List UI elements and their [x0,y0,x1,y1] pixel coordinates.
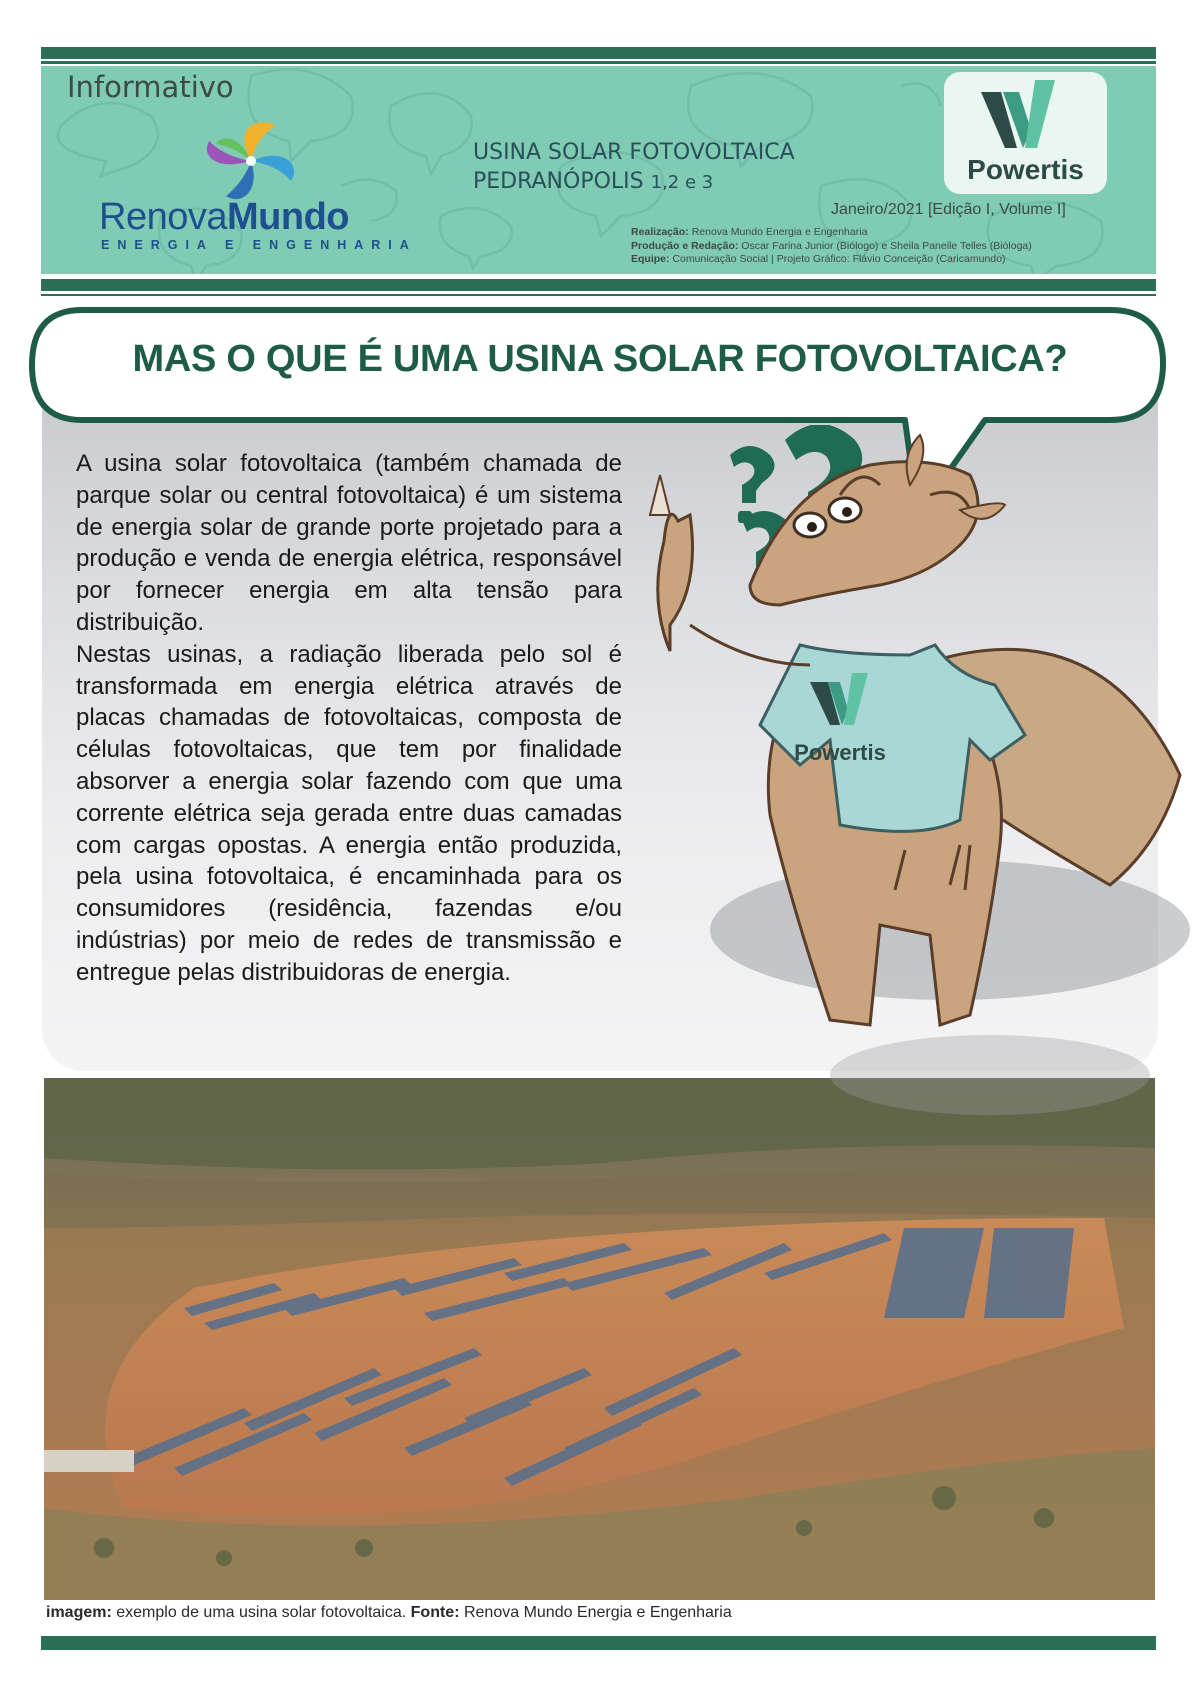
credit-row: Produção e Redação: Oscar Farina Junior (Biólogo) e Sheila Panelle Telles (Bióloga) [631,239,1032,252]
renova-mundo-wordmark: RenovaMundo [99,196,349,238]
credit-row: Equipe: Comunicação Social | Projeto Gráfico: Flávio Conceição (Caricamundo) [631,253,1006,265]
article-paragraph-1: A usina solar fotovoltaica (também chamada de parque solar ou central fotovoltaica) é um sistema de energia solar de grande porte projetado para a produção e venda de energia elétrica, responsável por fornecer energia em alta tensão para distribuição. [76,450,622,636]
bottom-stripe [41,1636,1156,1650]
credit-row: Realização: Renova Mundo Energia e Engenharia [631,226,868,238]
renova-mundo-tagline: ENERGIA E ENGENHARIA [101,238,417,252]
solar-plant-aerial-photo [44,1078,1155,1600]
question-title: MAS O QUE É UMA USINA SOLAR FOTOVOLTAICA? [132,338,1068,380]
photo-caption: imagem: exemplo de uma usina solar fotovoltaica. Fonte: Renova Mundo Energia e Engenharia [46,1604,732,1621]
edition-info: Janeiro/2021 [Edição I, Volume I] [831,201,1066,218]
mascot-shirt-text: Powertis [794,740,886,765]
article-body [76,448,622,989]
usina-title-numbers: 1,2 e 3 [650,172,714,193]
usina-title-line1: USINA SOLAR FOTOVOLTAICA [473,140,795,165]
informativo-label: Informativo [67,70,234,104]
article-paragraph-2: Nestas usinas, a radiação liberada pelo sol é transformada em energia elétrica através de placas chamadas de fotovoltaicas, composta de células fotovoltaicas, que tem por finalidade absorver a energia solar fazendo com que uma corrente elétrica seja gerada entre duas camadas com cargas opostas. A energia então produzida, pela usina fotovoltaica, é encaminhada para os consumidores (residência, fazendas e/ou indústrias) por meio de redes de transmissão e entregue pelas distribuidoras de energia. [76,640,622,986]
anteater-mascot-illustration [630,425,1190,1155]
powertis-wordmark: Powertis [967,154,1084,185]
usina-title-line2: PEDRANÓPOLIS [473,169,644,194]
